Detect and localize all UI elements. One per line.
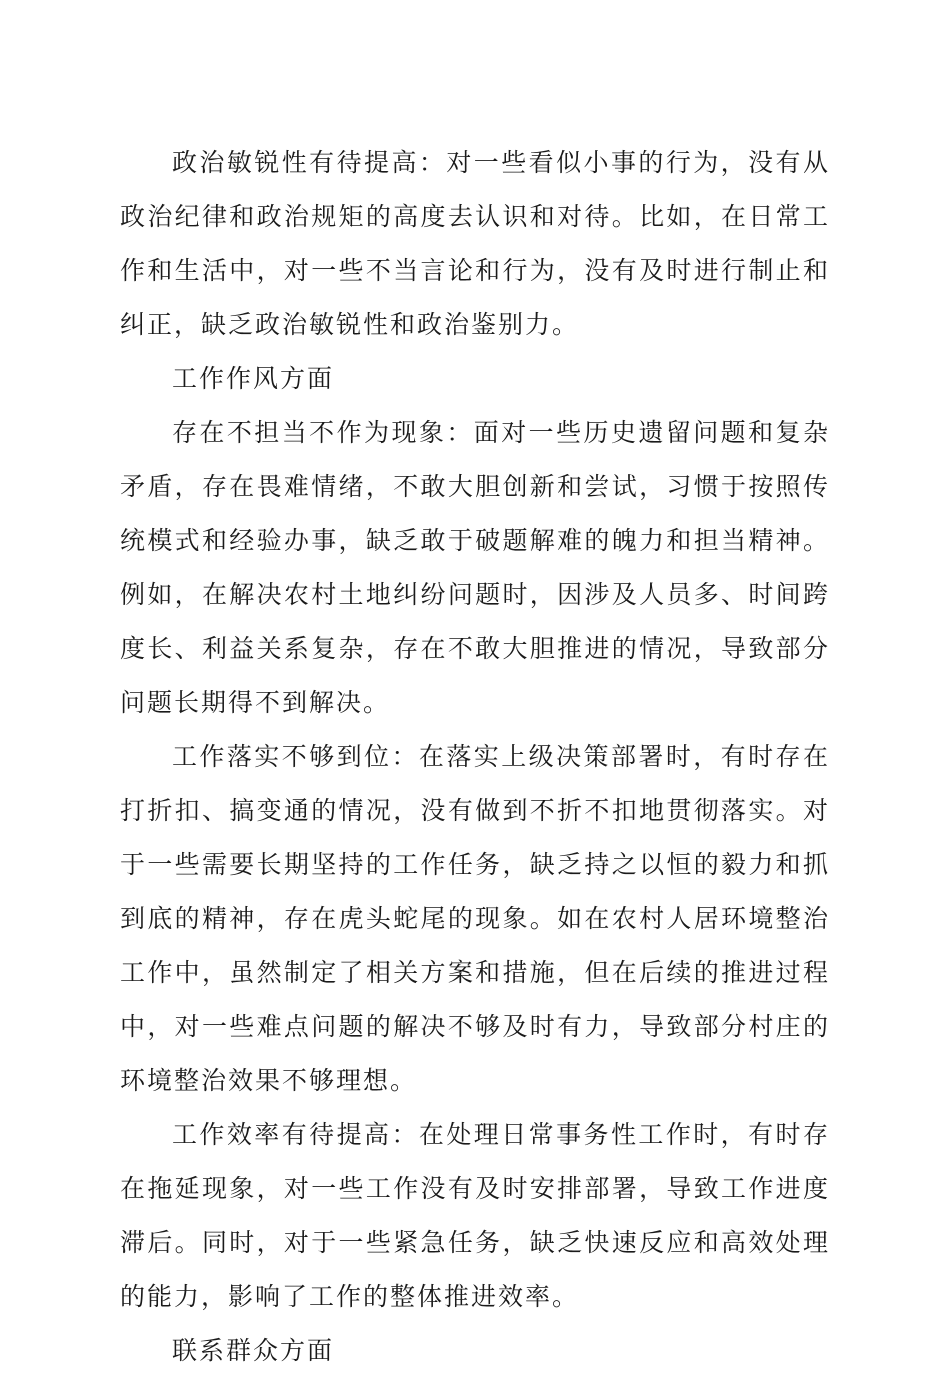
document-body (120, 136, 830, 1378)
section-heading-work-style: 工作作风方面 (172, 364, 335, 393)
paragraph-work-efficiency: 工作效率有待提高：在处理日常事务性工作时，有时存在拖延现象，对一些工作没有及时安排部署，导致工作进度滞后。同时，对于一些紧急任务，缺乏快速反应和高效处理的能力，影响了工作的整体推进效率。 (120, 1120, 830, 1311)
section-heading-contact-masses: 联系群众方面 (172, 1336, 335, 1365)
paragraph-lack-of-responsibility: 存在不担当不作为现象：面对一些历史遗留问题和复杂矛盾，存在畏难情绪，不敢大胆创新和尝试，习惯于按照传统模式和经验办事，缺乏敢于破题解难的魄力和担当精神。例如，在解决农村土地纠纷问题时，因涉及人员多、时间跨度长、利益关系复杂，存在不敢大胆推进的情况，导致部分问题长期得不到解决。 (120, 418, 830, 717)
paragraph-implementation: 工作落实不够到位：在落实上级决策部署时，有时存在打折扣、搞变通的情况，没有做到不折不扣地贯彻落实。对于一些需要长期坚持的工作任务，缺乏持之以恒的毅力和抓到底的精神，存在虎头蛇尾的现象。如在农村人居环境整治工作中，虽然制定了相关方案和措施，但在后续的推进过程中，对一些难点问题的解决不够及时有力，导致部分村庄的环境整治效果不够理想。 (120, 742, 830, 1095)
paragraph-political-sensitivity: 政治敏锐性有待提高：对一些看似小事的行为，没有从政治纪律和政治规矩的高度去认识和对待。比如，在日常工作和生活中，对一些不当言论和行为，没有及时进行制止和纠正，缺乏政治敏锐性和政治鉴别力。 (120, 148, 830, 339)
